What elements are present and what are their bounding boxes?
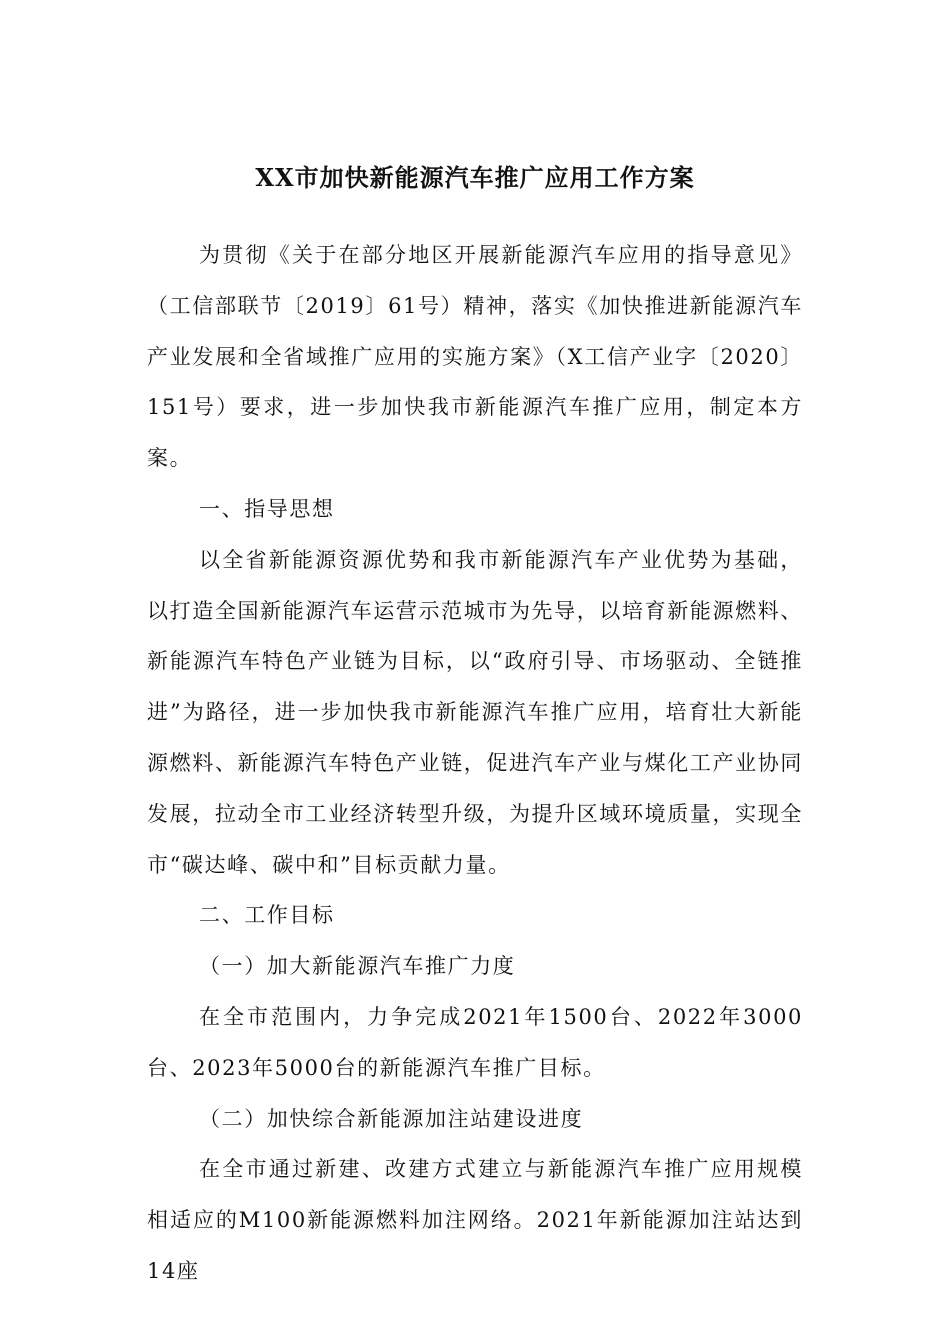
promotion-paragraph: 在全市范围内，力争完成2021年1500台、2022年3000台、2023年5000台的新能源汽车推广目标。: [147, 1004, 803, 1080]
subsection-heading-promotion: （一）加大新能源汽车推广力度: [199, 954, 516, 979]
section-heading-guiding-ideology: 一、指导思想: [199, 496, 335, 521]
document-title: XX市加快新能源汽车推广应用工作方案: [255, 163, 695, 192]
fueling-stations-paragraph: 在全市通过新建、改建方式建立与新能源汽车推广应用规模相适应的M100新能源燃料加注网络。2021年新能源加注站达到14座: [147, 1157, 803, 1283]
section-heading-work-goals: 二、工作目标: [199, 903, 335, 928]
subsection-heading-fueling-stations: （二）加快综合新能源加注站建设进度: [199, 1106, 584, 1131]
document-body: [147, 230, 803, 1297]
guiding-ideology-paragraph: 以全省新能源资源优势和我市新能源汽车产业优势为基础，以打造全国新能源汽车运营示范城市为先导，以培育新能源燃料、新能源汽车特色产业链为目标，以“政府引导、市场驱动、全链推进”为路径，进一步加快我市新能源汽车推广应用，培育壮大新能源燃料、新能源汽车特色产业链，促进汽车产业与煤化工产业协同发展，拉动全市工业经济转型升级，为提升区域环境质量，实现全市“碳达峰、碳中和”目标贡献力量。: [147, 547, 803, 877]
intro-paragraph: 为贯彻《关于在部分地区开展新能源汽车应用的指导意见》（工信部联节〔2019〕61号）精神，落实《加快推进新能源汽车产业发展和全省域推广应用的实施方案》（X工信产业字〔2020〕151号）要求，进一步加快我市新能源汽车推广应用，制定本方案。: [147, 243, 803, 471]
